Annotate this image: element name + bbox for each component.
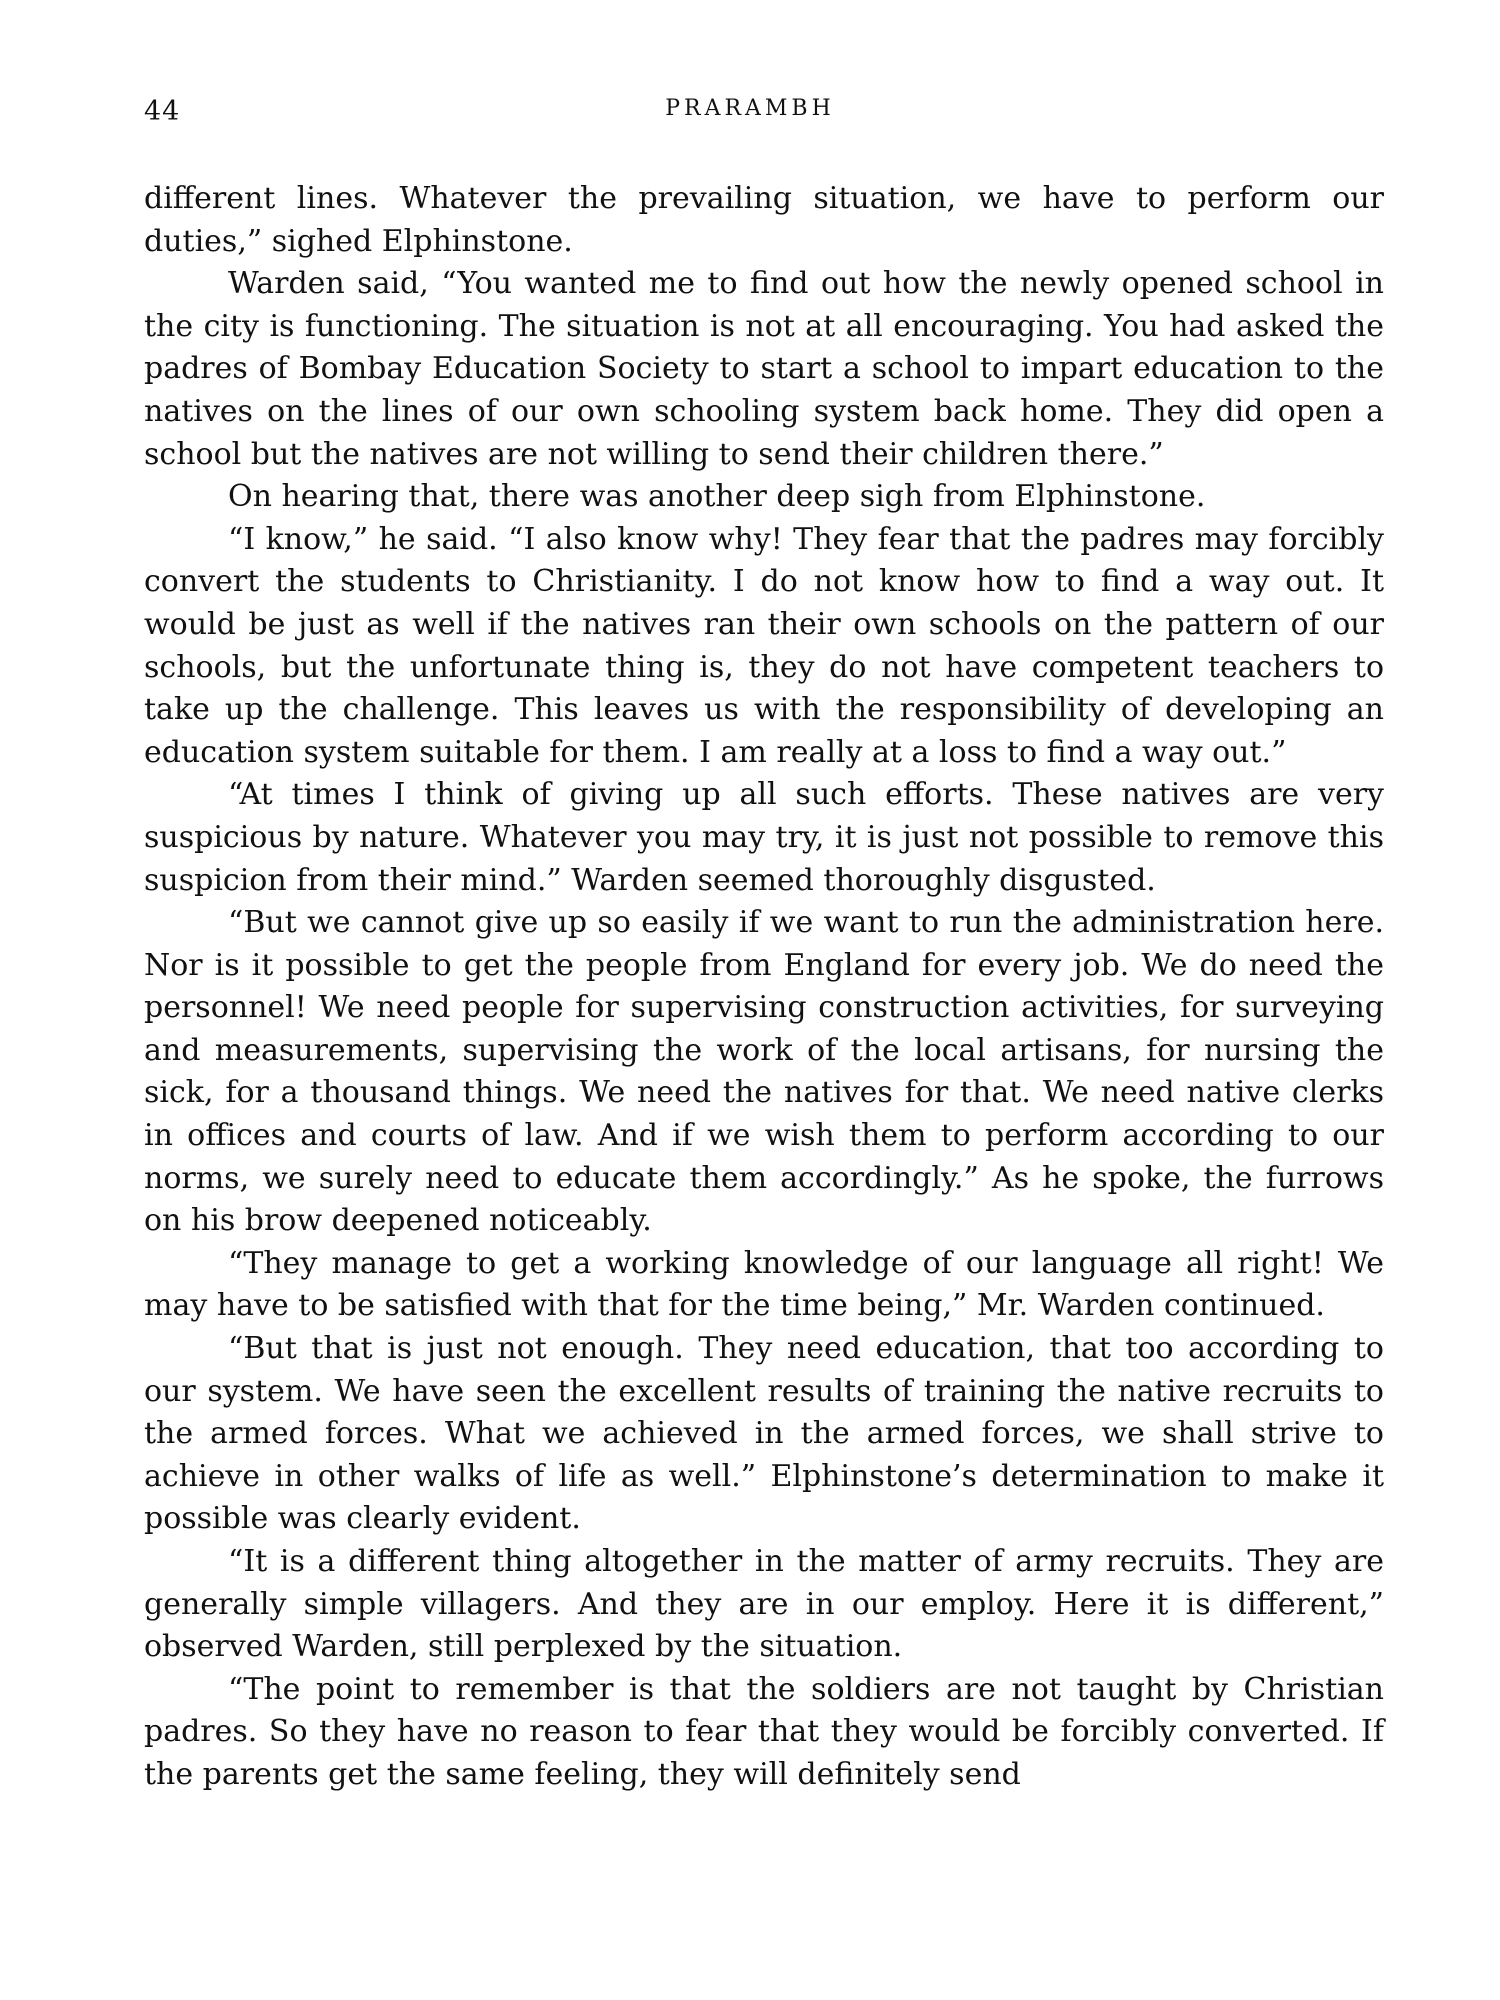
paragraph: Warden said, “You wanted me to find out how the newly opened school in the city is functioning. The situation is not at all encouraging. You had asked the padres of Bombay Education Society to start a school to impart education to the natives on the lines of our own schooling system back home. They did open a school but the natives are not willing to send their children there.” — [144, 266, 1384, 472]
paragraph: different lines. Whatever the prevailing situation, we have to perform our duties,” sighed Elphinstone. — [144, 181, 1384, 259]
body-text — [144, 178, 1384, 1797]
paragraph: “But we cannot give up so easily if we want to run the administration here. Nor is it possible to get the people from England for every job. We do need the personnel! We need people for supervising construction activities, for surveying and measurements, supervising the work of the local artisans, for nursing the sick, for a thousand things. We need the natives for that. We need native clerks in offices and courts of law. And if we wish them to perform according to our norms, we surely need to educate them accordingly.” As he spoke, the furrows on his brow deepened noticeably. — [144, 905, 1384, 1239]
paragraph: “They manage to get a working knowledge of our language all right! We may have to be satisfied with that for the time being,” Mr. Warden continued. — [144, 1245, 1384, 1324]
running-head-title: PRARAMBH — [665, 96, 835, 121]
paragraph: “I know,” he said. “I also know why! They fear that the padres may forcibly convert the students to Christianity. I do not know how to find a way out. It would be just as well if the natives ran their own schools on the pattern of our schools, but the unfortunate thing is, they do not have competent teachers to take up the challenge. This leaves us with the responsibility of developing an education system suitable for them. I am really at a loss to find a way out.” — [144, 521, 1384, 770]
page-number: 44 — [144, 96, 181, 127]
paragraph: “But that is just not enough. They need education, that too according to our system. We have seen the excellent results of training the native recruits to the armed forces. What we achieved in the armed forces, we shall strive to achieve in other walks of life as well.” Elphinstone’s determination to make it possible was clearly evident. — [144, 1331, 1384, 1537]
paragraph: “It is a different thing altogether in the matter of army recruits. They are generally simple villagers. And they are in our employ. Here it is different,” observed Warden, still perplexed by the situation. — [144, 1544, 1384, 1665]
paragraph: On hearing that, there was another deep sigh from Elphinstone. — [228, 479, 1206, 515]
paragraph: “The point to remember is that the soldiers are not taught by Christian padres. So they have no reason to fear that they would be forcibly converted. If the parents get the same feeling, they will definitely send — [144, 1671, 1384, 1792]
paragraph: “At times I think of giving up all such efforts. These natives are very suspicious by nature. Whatever you may try, it is just not possible to remove this suspicion from their mind.” Warden seemed thoroughly disgusted. — [144, 777, 1384, 898]
